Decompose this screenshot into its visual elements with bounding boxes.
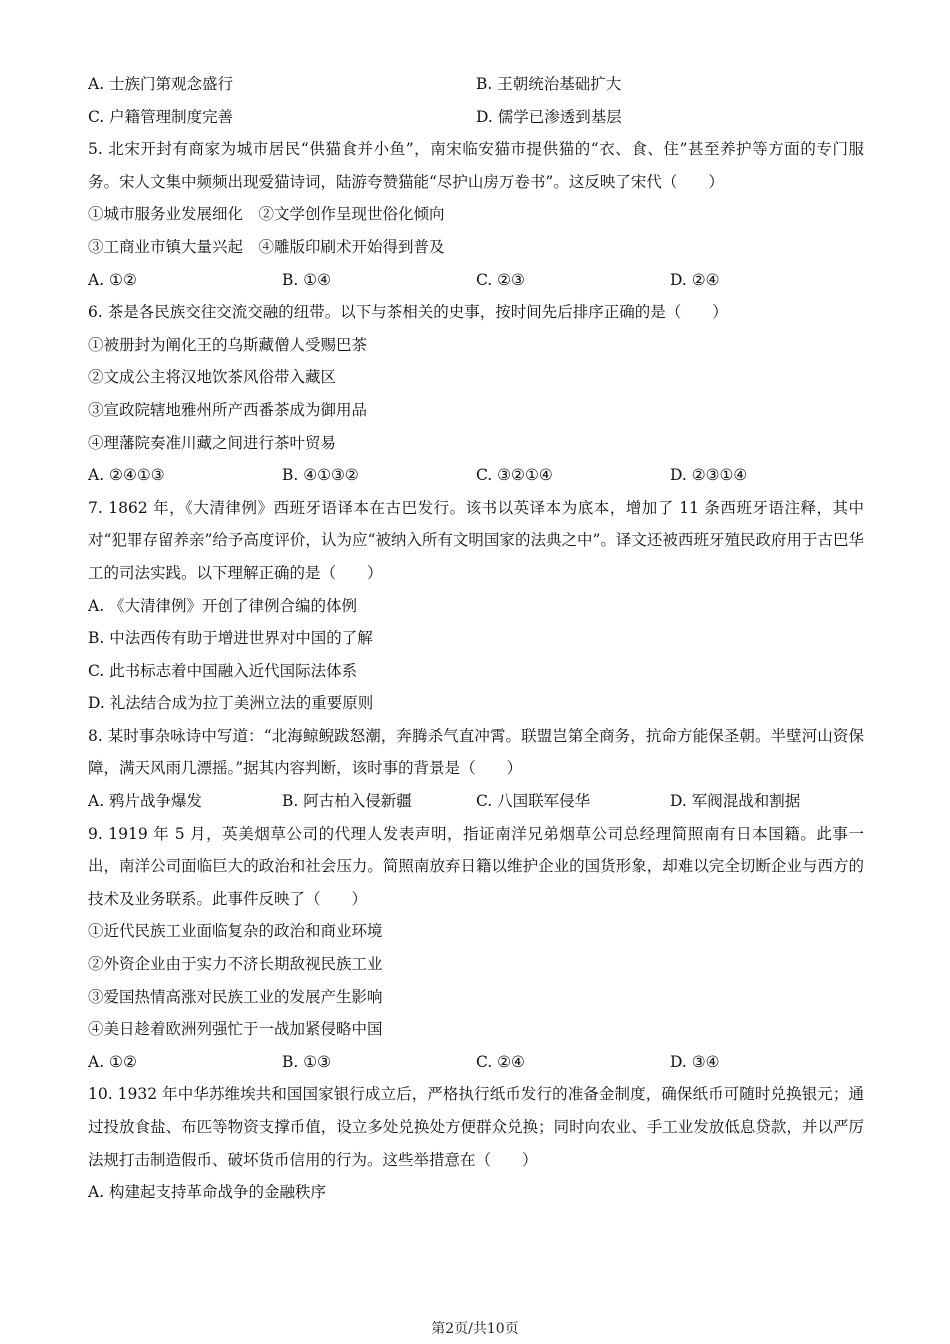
q4-option-a: A. 士族门第观念盛行: [88, 75, 234, 93]
q5-option-b: B. ①④: [282, 270, 332, 289]
q5-option-a: A. ①②: [88, 270, 137, 289]
q7-option-b: B. 中法西传有助于增进世界对中国的了解: [88, 629, 373, 648]
q6-item-1: ①被册封为阐化王的乌斯藏僧人受赐巴茶: [88, 335, 368, 354]
q7-stem: 7. 1862 年，《大清律例》西班牙语译本在古巴发行。该书以英译本为底本，增加了 11 条西班牙语注释，其中对“犯罪存留养亲”给予高度评价，认为应“被纳入所有文明国家的法典之中”。译文还被西班牙殖民政府用于古巴华工的司法实践。以下理解正确的是（ ）: [88, 498, 864, 582]
q8-stem: 8. 某时事杂咏诗中写道：“北海鲸鲵跋怒潮，奔腾杀气直冲霄。联盟岂第全商务，抗命方能保圣朝。半壁河山资保障，满天风雨几漂摇。”据其内容判断，该时事的背景是（ ）: [88, 726, 864, 778]
q9-option-d: D. ③④: [670, 1052, 720, 1071]
q9-item-1: ①近代民族工业面临复杂的政治和商业环境: [88, 922, 383, 941]
q5-option-d: D. ②④: [670, 270, 720, 289]
q9-item-3: ③爱国热情高涨对民族工业的发展产生影响: [88, 987, 383, 1006]
q7-option-d: D. 礼法结合成为拉丁美洲立法的重要原则: [88, 694, 374, 713]
q8-option-b: B. 阿古柏入侵新疆: [282, 792, 412, 811]
q6-option-d: D. ②③①④: [670, 466, 748, 485]
q9-option-b: B. ①③: [282, 1052, 332, 1071]
q9-stem: 9. 1919 年 5 月，英美烟草公司的代理人发表声明，指证南洋兄弟烟草公司总经理简照南有日本国籍。此事一出，南洋公司面临巨大的政治和社会压力。简照南放弃日籍以维护企业的国货形象，却难以完全切断企业与西方的技术及业务联系。此事件反映了（ ）: [88, 824, 864, 908]
q6-option-c: C. ③②①④: [476, 466, 553, 485]
q6-item-2: ②文成公主将汉地饮茶风俗带入藏区: [88, 368, 337, 387]
q4-option-b: B. 王朝统治基础扩大: [476, 75, 622, 93]
q8-option-c: C. 八国联军侵华: [476, 792, 591, 811]
q7-option-c: C. 此书标志着中国融入近代国际法体系: [88, 661, 358, 680]
q7-option-a: A. 《大清律例》开创了律例合编的体例: [88, 596, 358, 615]
q5-item-2: ③工商业市镇大量兴起 ④雕版印刷术开始得到普及: [88, 237, 445, 256]
q6-stem: 6. 茶是各民族交往交流交融的纽带。以下与茶相关的史事，按时间先后排序正确的是（ ）: [88, 303, 728, 322]
exam-page: [88, 68, 864, 1209]
q9-item-2: ②外资企业由于实力不济长期敌视民族工业: [88, 955, 383, 974]
q6-option-b: B. ④①③②: [282, 466, 359, 485]
q5-option-c: C. ②③: [476, 270, 525, 289]
q8-option-d: D. 军阀混战和割据: [670, 792, 801, 811]
q8-option-a: A. 鸦片战争爆发: [88, 792, 203, 811]
q5-options: [88, 264, 864, 297]
q4-options-row-1: [88, 68, 864, 101]
page-footer: 第2页/共10页: [431, 1321, 519, 1337]
q4-option-d: D. 儒学已渗透到基层: [476, 107, 622, 126]
q9-options: [88, 1046, 864, 1079]
q6-options: [88, 459, 864, 492]
q10-option-a: A. 构建起支持革命战争的金融秩序: [88, 1183, 327, 1202]
q9-item-4: ④美日趁着欧洲列强忙于一战加紧侵略中国: [88, 1020, 383, 1039]
q5-item-1: ①城市服务业发展细化 ②文学创作呈现世俗化倾向: [88, 205, 445, 224]
q5-stem: 5. 北宋开封有商家为城市居民“供猫食并小鱼”，南宋临安猫市提供猫的“衣、食、住”甚至养护等方面的专门服务。宋人文集中频频出现爱猫诗词，陆游夸赞猫能“尽护山房万卷书”。这反映了宋代（ ）: [88, 140, 864, 191]
q8-options: [88, 785, 864, 818]
q4-option-c: C. 户籍管理制度完善: [88, 107, 234, 126]
q9-option-c: C. ②④: [476, 1052, 525, 1071]
q4-options-row-2: [88, 101, 864, 134]
q6-item-4: ④理藩院奏准川藏之间进行茶叶贸易: [88, 433, 337, 452]
q9-option-a: A. ①②: [88, 1052, 137, 1071]
q6-option-a: A. ②④①③: [88, 466, 165, 485]
q10-stem: 10. 1932 年中华苏维埃共和国国家银行成立后，严格执行纸币发行的准备金制度，确保纸币可随时兑换银元；通过投放食盐、布匹等物资支撑币值，设立多处兑换处方便群众兑换；同时向农业、手工业发放低息贷款，并以严厉法规打击制造假币、破坏货币信用的行为。这些举措意在（ ）: [88, 1085, 864, 1169]
q6-item-3: ③宣政院辖地雅州所产西番茶成为御用品: [88, 400, 368, 419]
